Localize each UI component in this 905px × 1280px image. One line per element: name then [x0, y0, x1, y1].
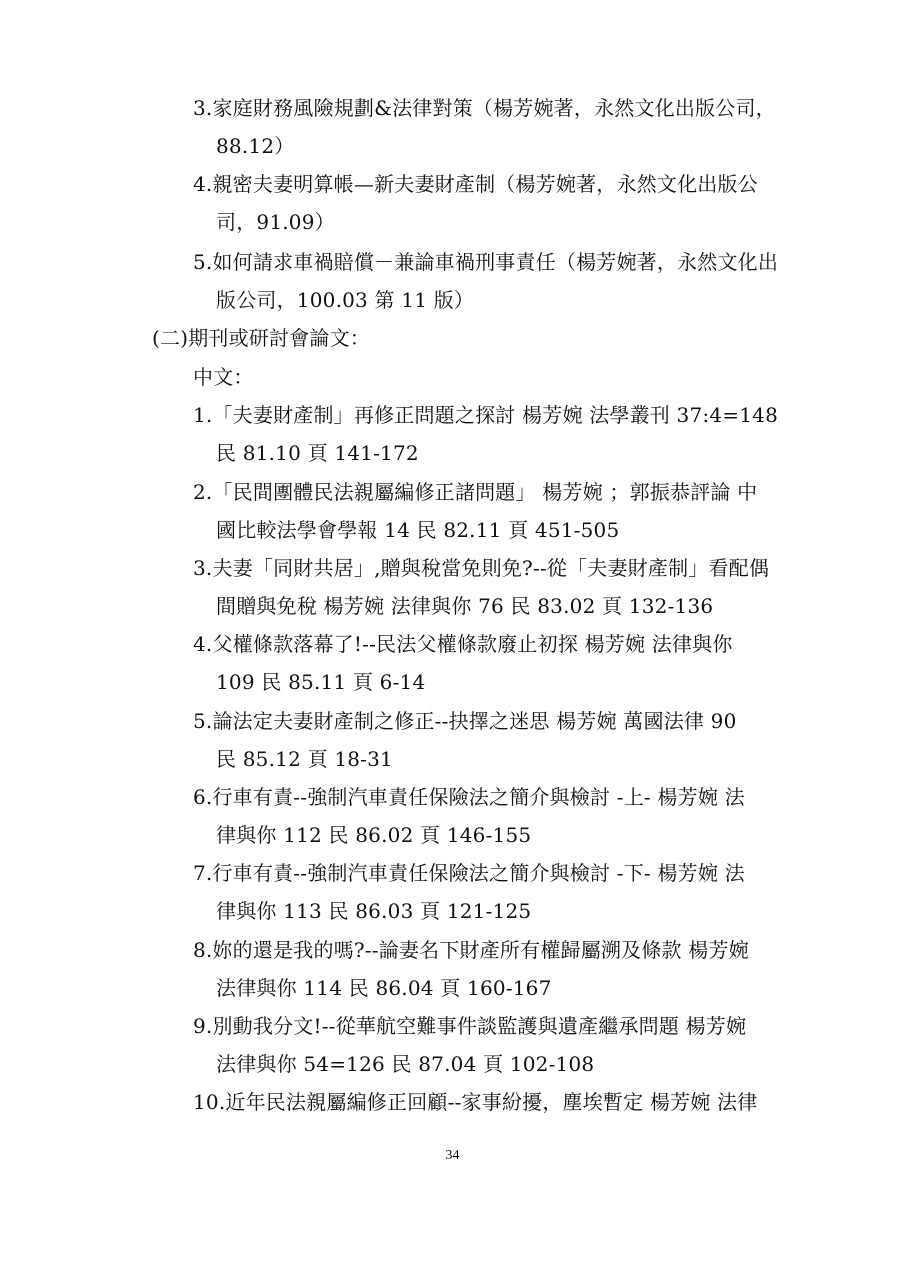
book-item-4-line-1: 4.親密夫妻明算帳—新夫妻財產制（楊芳婉著，永然文化出版公 — [193, 172, 758, 196]
paper-item-1-line-2: 民 81.10 頁 141-172 — [216, 441, 419, 465]
paper-item-3-line-1: 3.夫妻「同財共居」,贈與稅當免則免?--從「夫妻財產制」看配偶 — [193, 556, 770, 580]
paper-item-6-line-1: 6.行車有責--強制汽車責任保險法之簡介與檢討 -上- 楊芳婉 法 — [193, 785, 745, 809]
paper-item-2-line-2: 國比較法學會學報 14 民 82.11 頁 451-505 — [216, 518, 620, 542]
subheading-chinese: 中文： — [193, 365, 254, 389]
paper-item-5-line-1: 5.論法定夫妻財產制之修正--抉擇之迷思 楊芳婉 萬國法律 90 — [193, 709, 737, 733]
page-number: 34 — [445, 1148, 460, 1163]
paper-item-1-line-1: 1.「夫妻財產制」再修正問題之探討 楊芳婉 法學叢刊 37:4=148 — [193, 403, 778, 427]
paper-item-4-line-1: 4.父權條款落幕了!--民法父權條款廢止初探 楊芳婉 法律與你 — [193, 632, 733, 656]
paper-item-9-line-2: 法律與你 54=126 民 87.04 頁 102-108 — [216, 1052, 595, 1076]
paper-item-8-line-2: 法律與你 114 民 86.04 頁 160-167 — [216, 976, 552, 1000]
book-item-3-line-2: 88.12） — [216, 134, 295, 158]
paper-item-3-line-2: 間贈與免稅 楊芳婉 法律與你 76 民 83.02 頁 132-136 — [216, 594, 714, 618]
paper-item-7-line-2: 律與你 113 民 86.03 頁 121-125 — [216, 899, 532, 923]
paper-item-2-line-1: 2.「民間團體民法親屬編修正諸問題」 楊芳婉 ；郭振恭評論 中 — [193, 480, 758, 504]
paper-item-4-line-2: 109 民 85.11 頁 6-14 — [216, 670, 426, 694]
section-heading: (二)期刊或研討會論文： — [152, 326, 371, 350]
paper-item-10-line-1: 10.近年民法親屬編修正回顧--家事紛擾，塵埃暫定 楊芳婉 法律 — [193, 1090, 758, 1114]
paper-item-9-line-1: 9.別動我分文!--從華航空難事件談監護與遺產繼承問題 楊芳婉 — [193, 1014, 747, 1038]
paper-item-8-line-1: 8.妳的還是我的嗎?--論妻名下財產所有權歸屬溯及條款 楊芳婉 — [193, 938, 749, 962]
paper-item-5-line-2: 民 85.12 頁 18-31 — [216, 747, 393, 771]
book-item-3-line-1: 3.家庭財務風險規劃&法律對策（楊芳婉著，永然文化出版公司， — [193, 96, 776, 120]
book-item-5-line-1: 5.如何請求車禍賠償－兼論車禍刑事責任（楊芳婉著，永然文化出 — [193, 250, 779, 274]
paper-item-6-line-2: 律與你 112 民 86.02 頁 146-155 — [216, 823, 532, 847]
book-item-5-line-2: 版公司，100.03 第 11 版） — [216, 288, 475, 312]
book-item-4-line-2: 司，91.09） — [216, 210, 335, 234]
paper-item-7-line-1: 7.行車有責--強制汽車責任保險法之簡介與檢討 -下- 楊芳婉 法 — [193, 861, 745, 885]
